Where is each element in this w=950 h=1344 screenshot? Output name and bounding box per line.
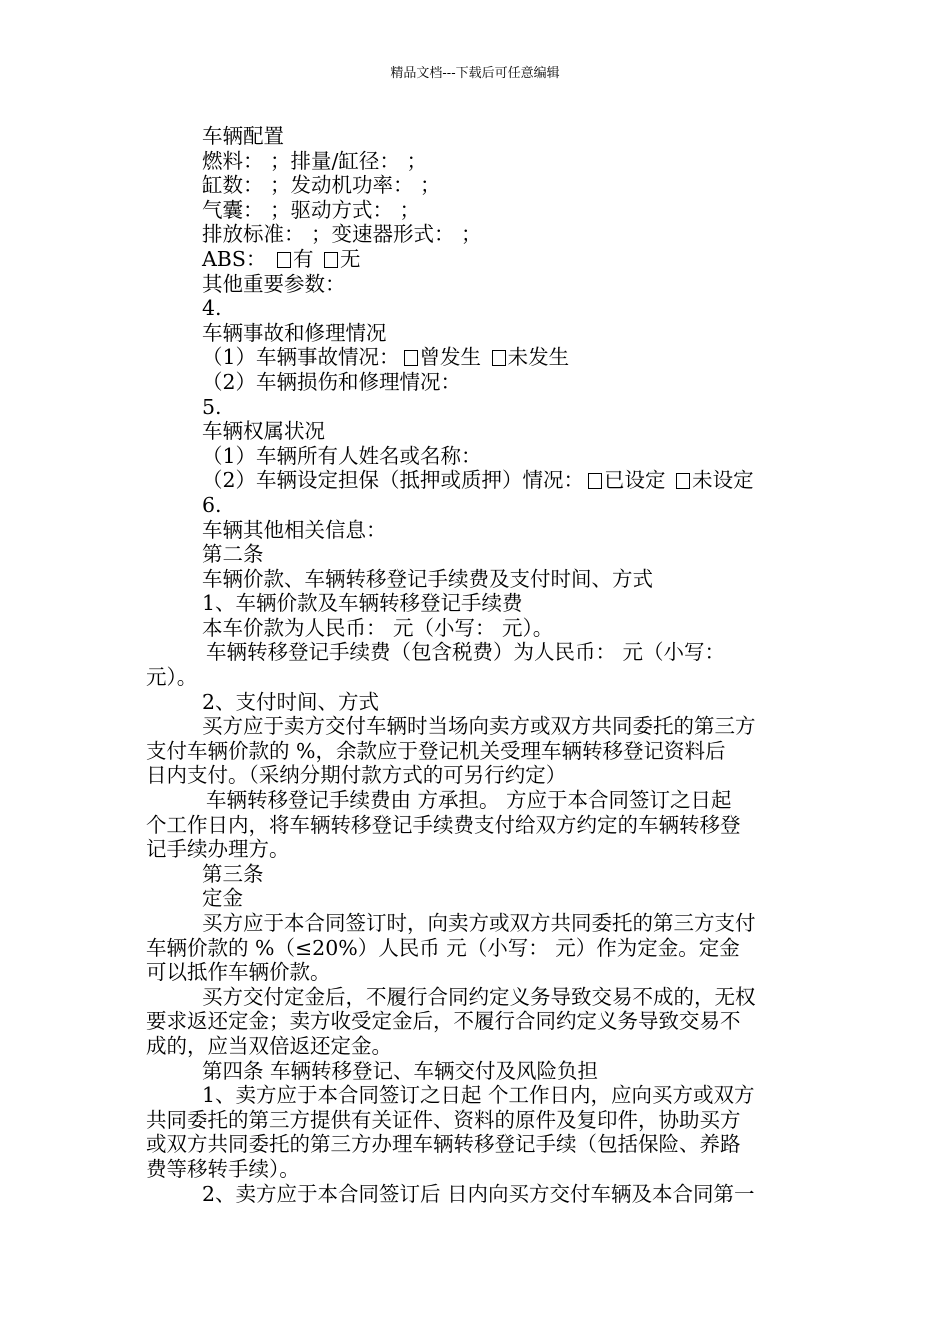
option-yes: 有 — [292, 246, 314, 271]
text-line: 1、卖方应于本合同签订之日起 个工作日内，应向买方或双方 — [202, 1083, 755, 1108]
text-line: 成的，应当双倍返还定金。 — [146, 1033, 392, 1058]
article-heading: 第三条 — [202, 861, 264, 886]
text-line: 要求返还定金；卖方收受定金后，不履行合同约定义务导致交易不 — [146, 1009, 741, 1034]
text-line: 共同委托的第三方提供有关证件、资料的原件及复印件，协助买方 — [146, 1107, 741, 1132]
checkbox-not-set[interactable] — [676, 473, 690, 489]
text-line: （2）车辆损伤和修理情况： — [202, 369, 462, 394]
text-line: 车辆事故和修理情况 — [202, 320, 387, 345]
text-line: 车辆价款、车辆转移登记手续费及支付时间、方式 — [202, 566, 653, 591]
text-line: 费等移转手续）。 — [146, 1156, 300, 1181]
text-line: 排放标准： ；变速器形式： ； — [202, 222, 482, 247]
checkbox-not-occurred[interactable] — [492, 350, 506, 366]
article-heading: 第四条 车辆转移登记、车辆交付及风险负担 — [202, 1058, 599, 1083]
article-heading: 第二条 — [202, 542, 264, 567]
text-line: 气囊： ；驱动方式： ； — [202, 197, 421, 222]
text-line: 缸数： ；发动机功率： ； — [202, 173, 441, 198]
text-line: 车辆其他相关信息： — [202, 517, 387, 542]
accident-line — [146, 345, 806, 370]
text-line: 燃料： ；排量/缸径： ； — [202, 148, 427, 173]
text-line: 元）。 — [146, 665, 198, 690]
option-set: 已设定 — [604, 468, 666, 493]
option-occurred: 曾发生 — [419, 345, 482, 370]
text-line: 车辆转移登记手续费由 方承担。 方应于本合同签订之日起 — [206, 788, 732, 813]
text-line: 买方交付定金后，不履行合同约定义务导致交易不成的，无权 — [202, 984, 756, 1009]
text-line: 定金 — [202, 886, 243, 911]
guarantee-line — [146, 468, 806, 493]
text-line: 车辆权属状况 — [202, 419, 325, 444]
page-header: 精品文档---下载后可任意编辑 — [390, 66, 560, 81]
text-line: 2、卖方应于本合同签订后 日内向买方交付车辆及本合同第一 — [202, 1181, 755, 1206]
text-line: 1、车辆价款及车辆转移登记手续费 — [202, 591, 523, 616]
checkbox-occurred[interactable] — [404, 350, 418, 366]
accident-label: （1）车辆事故情况： — [202, 345, 400, 370]
abs-line — [146, 247, 806, 272]
option-no: 无 — [339, 246, 361, 271]
text-line: 支付车辆价款的 %，余款应于登记机关受理车辆转移登记资料后 — [146, 738, 726, 763]
checkbox-set[interactable] — [588, 473, 602, 489]
text-line: 买方应于本合同签订时，向卖方或双方共同委托的第三方支付 — [202, 911, 756, 935]
text-line: 买方应于卖方交付车辆时当场向卖方或双方共同委托的第三方 — [202, 714, 756, 739]
checkbox-no[interactable] — [324, 252, 338, 268]
section-number: 5. — [202, 394, 222, 419]
text-line: 车辆转移登记手续费（包含税费）为人民币： 元（小写： — [206, 640, 726, 665]
text-line: 车辆价款的 %（≤20%）人民币 元（小写： 元）作为定金。定金 — [146, 935, 740, 960]
text-line: （1）车辆所有人姓名或名称： — [202, 443, 482, 468]
option-not-set: 未设定 — [692, 468, 754, 493]
option-not-occurred: 未发生 — [507, 345, 570, 370]
abs-label: ABS： — [202, 246, 267, 271]
document-body — [146, 124, 806, 1206]
text-line: 日内支付。（采纳分期付款方式的可另行约定） — [146, 763, 567, 788]
text-line: 记手续办理方。 — [146, 837, 290, 862]
text-line: 其他重要参数： — [202, 271, 346, 296]
guarantee-label: （2）车辆设定担保（抵押或质押）情况： — [202, 468, 585, 493]
text-line: 本车价款为人民币： 元（小写： 元）。 — [202, 615, 554, 640]
text-line: 车辆配置 — [202, 124, 284, 148]
text-line: 或双方共同委托的第三方办理车辆转移登记手续（包括保险、养路 — [146, 1132, 741, 1157]
section-number: 6. — [202, 492, 222, 517]
text-line: 可以抵作车辆价款。 — [146, 960, 331, 985]
checkbox-yes[interactable] — [277, 252, 291, 268]
section-number: 4. — [202, 296, 222, 321]
text-line: 2、支付时间、方式 — [202, 689, 380, 714]
text-line: 个工作日内，将车辆转移登记手续费支付给双方约定的车辆转移登 — [146, 812, 741, 837]
